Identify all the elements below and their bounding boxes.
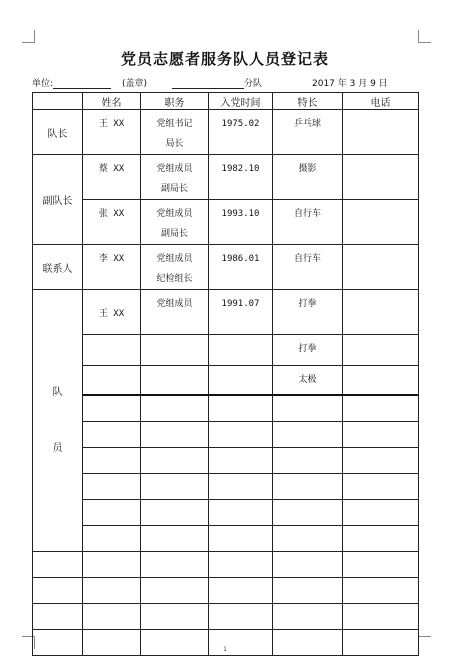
cell-phone [343, 526, 419, 552]
cell-name [83, 500, 141, 526]
stamp-note: (盖章) [122, 79, 148, 89]
cell-duty: 党组成员 [141, 290, 209, 335]
cell-name [83, 526, 141, 552]
cell-skill: 自行车 [273, 245, 343, 290]
form-date: 2017 年 3 月 9 日 [312, 79, 388, 89]
cell-skill [273, 422, 343, 448]
crop-mark-top-left [22, 30, 35, 43]
cell-phone [343, 474, 419, 500]
table-row [33, 110, 419, 155]
cell-phone [343, 245, 419, 290]
cell-join-date [209, 552, 273, 578]
table-row [33, 366, 419, 396]
role-member-char-1: 队 [52, 386, 63, 398]
cell-skill: 摄影 [273, 155, 343, 200]
cell-join-date [209, 578, 273, 604]
cell-skill: 乒乓球 [273, 110, 343, 155]
table-row [33, 155, 419, 200]
cell-duty [141, 395, 209, 422]
cell-duty [141, 526, 209, 552]
cell-skill: 自行车 [273, 200, 343, 245]
header-phone: 电话 [343, 93, 419, 110]
cell-duty: 党组成员 纪检组长 [141, 245, 209, 290]
table-row [33, 290, 419, 335]
cell-join-date: 1982.10 [209, 155, 273, 200]
cell-phone [343, 155, 419, 200]
cell-duty [141, 552, 209, 578]
cell-phone [343, 552, 419, 578]
cell-name: 张 XX [83, 200, 141, 245]
cell-name [83, 448, 141, 474]
cell-role [33, 552, 83, 578]
registration-table [32, 92, 419, 656]
cell-duty [141, 448, 209, 474]
cell-duty [141, 578, 209, 604]
cell-skill: 太极 [273, 366, 343, 396]
cell-duty: 党组书记 局长 [141, 110, 209, 155]
cell-skill: 打拳 [273, 335, 343, 366]
cell-phone [343, 448, 419, 474]
cell-role [33, 604, 83, 630]
stamp-line [122, 76, 147, 89]
table-header-row [33, 93, 419, 110]
cell-duty [141, 366, 209, 396]
role-contact: 联系人 [33, 245, 83, 290]
cell-name [83, 474, 141, 500]
unit-label: 单位: [32, 79, 54, 89]
cell-skill [273, 474, 343, 500]
table-row [33, 552, 419, 578]
cell-join-date [209, 500, 273, 526]
cell-duty [141, 335, 209, 366]
cell-join-date [209, 448, 273, 474]
cell-join-date [209, 474, 273, 500]
table-row [33, 474, 419, 500]
cell-join-date [209, 526, 273, 552]
table-row [33, 604, 419, 630]
cell-skill [273, 500, 343, 526]
table-row [33, 200, 419, 245]
table-row [33, 448, 419, 474]
cell-join-date [209, 335, 273, 366]
cell-name: 李 XX [83, 245, 141, 290]
header-duty: 职务 [141, 93, 209, 110]
cell-name [83, 578, 141, 604]
cell-join-date: 1975.02 [209, 110, 273, 155]
cell-phone [343, 395, 419, 422]
cell-phone [343, 366, 419, 396]
cell-skill [273, 448, 343, 474]
table-row [33, 578, 419, 604]
cell-duty: 党组成员 副局长 [141, 200, 209, 245]
branch-line [172, 76, 262, 89]
cell-duty [141, 500, 209, 526]
table-row [33, 245, 419, 290]
header-join-date: 入党时间 [209, 93, 273, 110]
cell-phone [343, 604, 419, 630]
role-deputy: 副队长 [33, 155, 83, 245]
cell-duty [141, 422, 209, 448]
unit-underline [53, 80, 111, 89]
cell-phone [343, 500, 419, 526]
cell-name: 王 XX [83, 110, 141, 155]
table-row [33, 335, 419, 366]
cell-join-date [209, 395, 273, 422]
cell-join-date [209, 422, 273, 448]
cell-join-date [209, 604, 273, 630]
cell-name [83, 335, 141, 366]
header-skill: 特长 [273, 93, 343, 110]
cell-skill [273, 526, 343, 552]
cell-name: 蔡 XX [83, 155, 141, 200]
role-member-char-2: 员 [52, 442, 63, 454]
cell-phone [343, 578, 419, 604]
cell-duty [141, 474, 209, 500]
cell-phone [343, 290, 419, 335]
cell-join-date: 1991.07 [209, 290, 273, 335]
cell-duty [141, 604, 209, 630]
header-role [33, 93, 83, 110]
header-name: 姓名 [83, 93, 141, 110]
cell-join-date: 1993.10 [209, 200, 273, 245]
cell-skill [273, 395, 343, 422]
cell-phone [343, 335, 419, 366]
cell-skill [273, 552, 343, 578]
cell-skill: 打拳 [273, 290, 343, 335]
cell-phone [343, 422, 419, 448]
branch-label: 分队 [244, 79, 263, 89]
cell-role [33, 578, 83, 604]
cell-name [83, 422, 141, 448]
cell-phone [343, 200, 419, 245]
cell-name [83, 366, 141, 396]
cell-skill [273, 604, 343, 630]
cell-skill [273, 578, 343, 604]
document-title: 党员志愿者服务队人员登记表 [120, 50, 329, 68]
role-leader: 队长 [33, 110, 83, 155]
cell-duty: 党组成员 副局长 [141, 155, 209, 200]
crop-mark-top-right [418, 30, 431, 43]
cell-name [83, 604, 141, 630]
table-row [33, 526, 419, 552]
role-member [33, 290, 83, 552]
cell-phone [343, 110, 419, 155]
cell-join-date [209, 366, 273, 396]
unit-line [32, 76, 111, 89]
table-row [33, 395, 419, 422]
cell-join-date: 1986.01 [209, 245, 273, 290]
cell-name [83, 395, 141, 422]
cell-name: 王 XX [83, 290, 141, 335]
table-row [33, 500, 419, 526]
branch-underline [172, 80, 244, 89]
cell-name [83, 552, 141, 578]
page-number: 1 [223, 646, 227, 653]
table-row [33, 422, 419, 448]
date-line [312, 76, 388, 89]
